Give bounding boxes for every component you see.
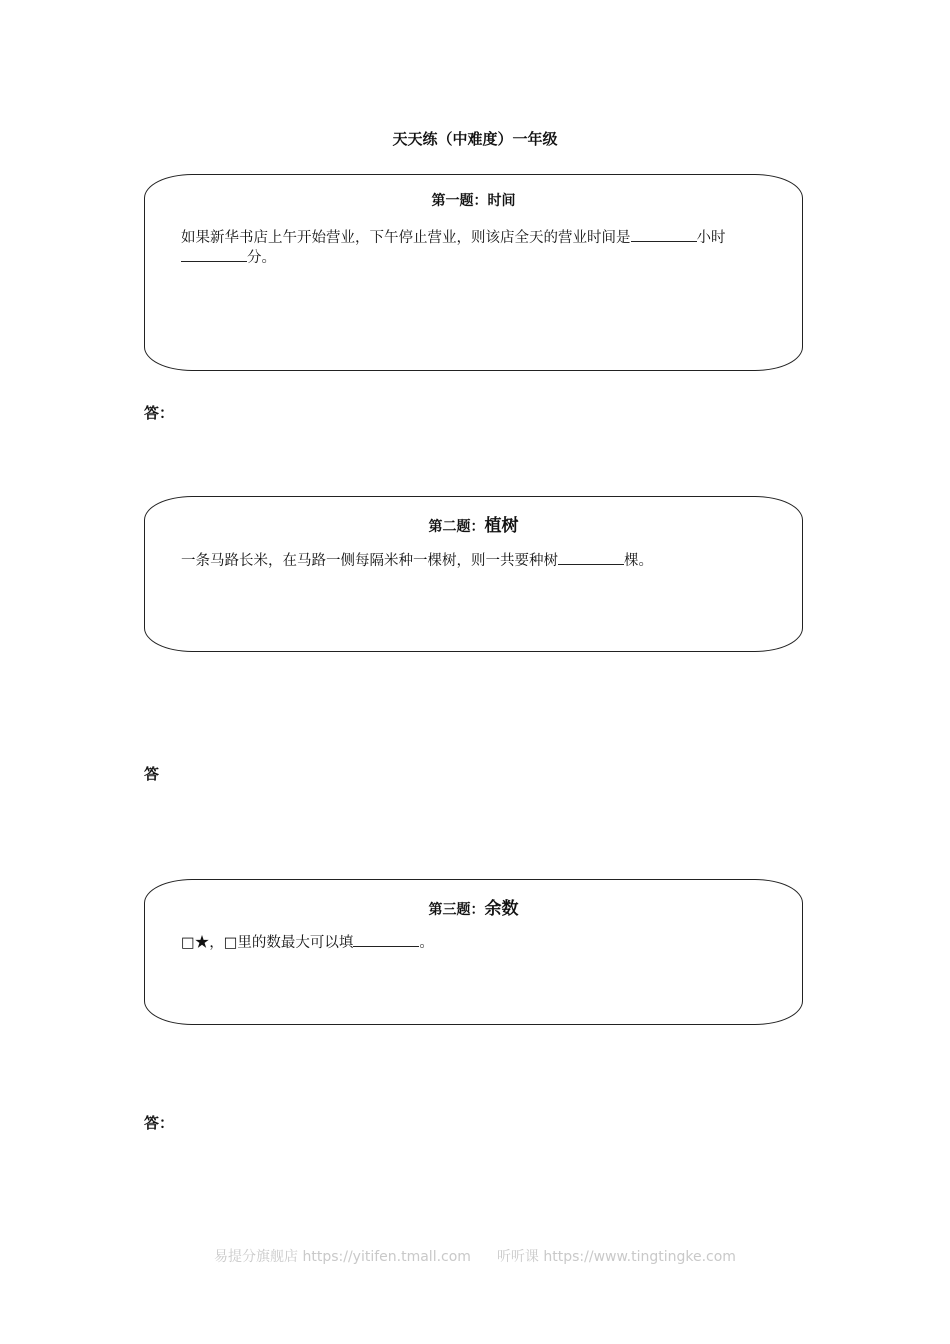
footer-site-link[interactable]: 听听课 https://www.tingtingke.com [496,1249,736,1265]
question-2-text [181,550,768,570]
question-1-text-after: 分。 [247,250,276,266]
question-1-text-middle: 小时 [696,230,726,246]
question-box-1 [144,174,803,371]
answer-blank-minutes[interactable] [181,247,247,262]
answer-blank-trees[interactable] [558,550,624,565]
answer-label-1: 答： [144,404,175,422]
footer-watermark [0,1246,950,1266]
page-title: 天天练（中难度）一年级 [392,130,558,148]
question-1-heading: 第一题： [431,193,488,209]
question-3-title [145,894,802,919]
question-1-text-before: 如果新华书店上午开始营业，下午停止营业，则该店全天的营业时间是 [181,230,631,246]
question-2-heading: 第二题： [428,519,485,535]
question-3-topic: 余数 [484,899,519,919]
answer-label-2: 答 [144,765,160,783]
footer-shop-link[interactable]: 易提分旗舰店 https://yitifen.tmall.com [214,1249,471,1265]
question-1-topic: 时间 [487,193,516,209]
question-box-3 [144,879,803,1025]
question-3-text [181,932,768,952]
question-1-title [145,190,802,210]
question-2-text-before: 一条马路长米，在马路一侧每隔米种一棵树，则一共要种树 [181,553,558,569]
answer-label-3: 答： [144,1114,175,1132]
question-3-text-before: □★，□里的数最大可以填 [181,935,354,951]
question-2-text-after: 棵。 [624,553,653,569]
answer-blank-hours[interactable] [631,227,697,242]
question-box-2 [144,496,803,652]
question-3-heading: 第三题： [428,902,485,918]
question-2-topic: 植树 [484,516,519,536]
question-2-title [145,511,802,536]
answer-blank-max-number[interactable] [353,932,419,947]
question-1-text [181,227,768,267]
question-3-text-after: 。 [419,935,434,951]
